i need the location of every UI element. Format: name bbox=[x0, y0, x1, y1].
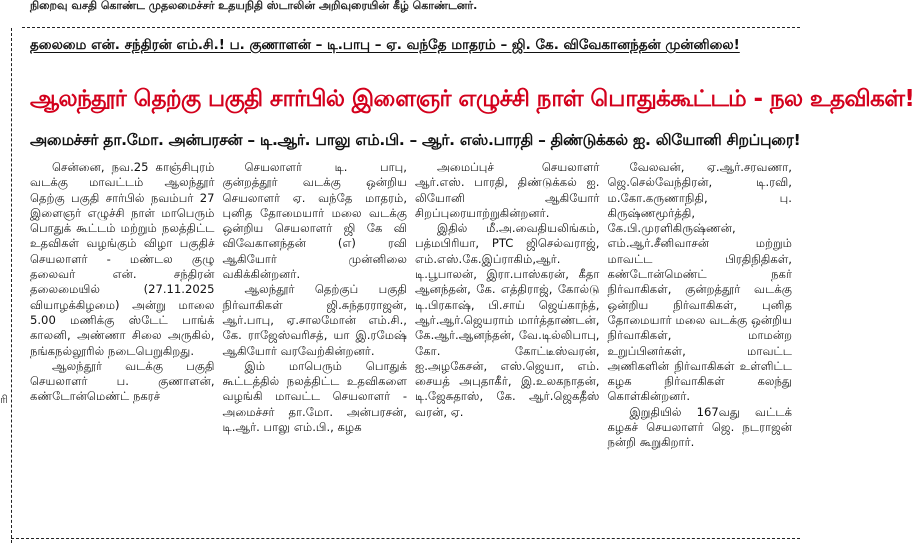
paragraph: ஆலந்தூர் தெற்குப் பகுதி நிர்வாகிகள் ஜி.சுந்தரராஜன், ஆர்.பாபு, ஏ.சாலமோன் எம்.சி., கே. ராஜேஸ்வரிசத், யா இ.ரமேஷ் ஆகியோர் வரவேற்கின்றனர். bbox=[222, 282, 407, 358]
top-strip-text: நிறைவு வசதி கொண்ட முதலமைச்சர் உதயநிதி ஸ்டாலின் அறிவுரையின் கீழ் கொண்டனர். bbox=[30, 0, 478, 12]
paragraph: ஆலந்தூர் வடக்கு பகுதி செயலாளர் ப. குணாளன், கண்டோன்மெண்ட் நகரச் bbox=[30, 358, 215, 404]
article-top-border bbox=[22, 27, 800, 28]
paragraph: இதில் மீ.அ.வைதியலிங்கம், பத்மபிரியா, PTC ஜிசெல்வராஜ், எம்.எஸ்.கே.இப்ராகிம்,ஆர். டி.பூபாலன், இரா.பாஸ்கரன், கீதா ஆனந்தன், கே. எத்திராஜ், கோல்டு டி.பிரகாஷ், பி.சாய் ஜெய்காந்த், ஆர்.ஆர்.ஜெயராம் மார்த்தாண்டன், கே.ஆர்.ஆனந்தன், வே.டில்லிபாபு, கோ. கோட்டீஸ்வரன், ஐ.அழகேசன், எஸ்.ஜெயா, எம். சையத் அபுதாகீர், இ.உலகநாதன், டி.ஜேசுதாஸ், கே. ஆர்.ஜெகதீஸ் வரன், ஏ. bbox=[415, 221, 600, 419]
paragraph: சென்னை, நவ.25 காஞ்சிபுரம் வடக்கு மாவட்டம் ஆலந்தூர் தெற்கு பகுதி சார்பில் நவம்பர் 27 இளைஞர் எழுச்சி நாள் மாபெரும் பொதுக் கூட்டம் மற்றும் நலத்திட்ட உதவிகள் வழங்கும் விழா பகுதிச் செயலாளர் - மண்டல குழு தலைவர் என். சந்திரன் தலைமையில் (27.11.2025 வியாழக்கிழமை) அன்று மாலை 5.00 மணிக்கு ஸ்டேட் பாங்க் காலனி, அண்ணா சிலை அருகில், நங்கநல்லூரில் நடைபெறுகிறது. bbox=[30, 160, 215, 358]
paragraph: இம் மாபெரும் பொதுக் கூட்டத்தில் நலத்திட்ட உதவிகளை வழங்கி மாவட்ட செயலாளர் - அமைச்சர் தா.மோ. அன்பரசன், டி.ஆர். பாலு எம்.பி., கழக bbox=[222, 358, 407, 435]
adjacent-article-fragment: ரி bbox=[0, 393, 8, 406]
article-body bbox=[30, 160, 792, 532]
paragraph: அமைப்புச் செயலாளர் ஆர்.எஸ். பாரதி, திண்டுக்கல் ஐ. லியோனி ஆகியோர் சிறப்புரையாற்றுகின்றனர். bbox=[415, 160, 600, 220]
byline: தலைமை என். சந்திரன் எம்.சி.! ப. குணாளன் – டி.பாபு – ஏ. வந்தே மாதரம் – ஜி. கே. விவேகானந்தன் முன்னிலை! bbox=[30, 37, 740, 53]
paragraph: இறுதியில் 167வது வட்டக் கழகச் செயலாளர் ஜெ. நடராஜன் நன்றி கூறுகிறார். bbox=[607, 404, 792, 450]
article-column-2 bbox=[223, 160, 408, 532]
article-column-1 bbox=[30, 160, 215, 532]
article-column-3 bbox=[415, 160, 600, 532]
paragraph: செயலாளர் டி. பாபு, குன்றத்தூர் வடக்கு ஒன்றிய செயலாளர் ஏ. வந்தே மாதரம், புனித தோமையார் மலை வடக்கு ஒன்றிய செயலாளர் ஜி கே வி விவேகானந்தன் (எ) ரவி ஆகியோர் முன்னிலை வகிக்கின்றனர். bbox=[222, 160, 407, 282]
left-column-border bbox=[11, 28, 12, 543]
headline: ஆலந்தூர் தெற்கு பகுதி சார்பில் இளைஞர் எழுச்சி நாள் பொதுக்கூட்டம் - நல உதவிகள்! bbox=[30, 86, 914, 112]
article-column-4 bbox=[608, 160, 793, 532]
paragraph: வேலவன், ஏ.ஆர்.சரவணா, ஜெ.செல்வேந்திரன், டி.ரவி, ம.கோ.கருணாநிதி, பு. கிருஷ்ணமூர்த்தி, கே.பி.முரளிகிருஷ்ணன், எம்.ஆர்.சீனிவாசன் மற்றும் மாவட்ட பிரதிநிதிகள், கண்டோன்மெண்ட் நகர் நிர்வாகிகள், குன்றத்தூர் வடக்கு ஒன்றிய நிர்வாகிகள், புனித தோமையார் மலை வடக்கு ஒன்றிய நிர்வாகிகள், மாமன்ற உறுப்பினர்கள், மாவட்ட அணிகளின் நிர்வாகிகள் உள்ளிட்ட கழக நிர்வாகிகள் கலந்து கொள்கின்றனர். bbox=[607, 160, 792, 404]
article-bottom-border bbox=[11, 538, 800, 539]
subheadline: அமைச்சர் தா.மோ. அன்பரசன் – டி.ஆர். பாலு எம்.பி. – ஆர். எஸ்.பாரதி – திண்டுக்கல் ஐ. லியோனி சிறப்புரை! bbox=[30, 131, 801, 149]
